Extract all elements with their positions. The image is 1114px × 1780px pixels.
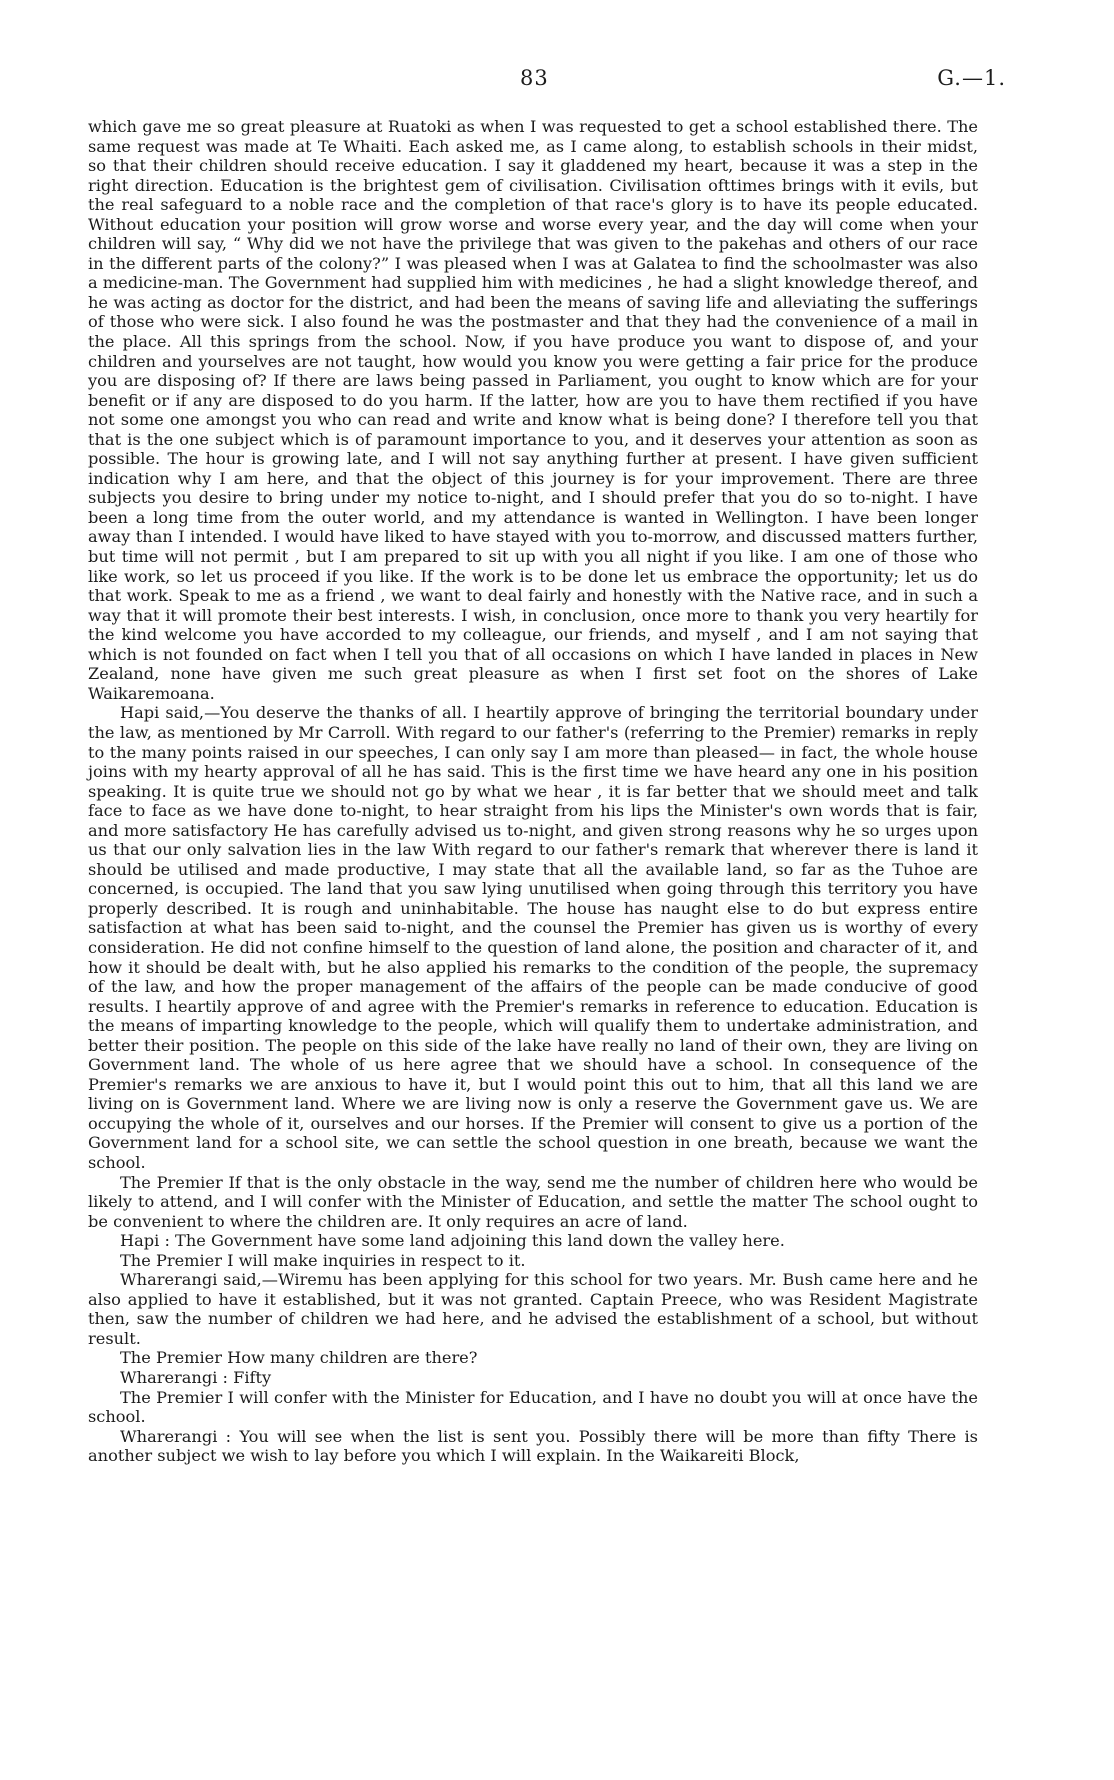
paragraph-wharerangi-fifty: Wharerangi : Fifty bbox=[120, 1368, 272, 1387]
paragraph-hapi-response: Hapi said,—You deserve the thanks of all. I heartily approve of bringing the territorial boundary under the law, as mentioned by Mr Carroll. With regard to our father's (referring to the Premier) remarks in reply to the many points raised in our speeches, I can only say I am more than pleased— in fact, the whole house joins with my hearty approval of all he has said. This is the first time we have heard any one in his position speaking. It is quite true we should not go by what we hear , it is far better that we should meet and talk face to face as we have done to-night, to hear straight from his lips the Minister's own words that is fair, and more satisfactory He has carefully advised us to-night, and given strong reasons why he so urges upon us that our only salvation lies in the law With regard to our father's remark that wherever there is land it should be utilised and made productive, I may state that all the available land, so far as the Tuhoe are concerned, is occupied. The land that you saw lying unutilised when going through this territory you have properly described. It is rough and uninhabitable. The house has naught else to do but express entire satisfaction at what has been said to-night, and the counsel the Premier has given us is worthy of every consideration. He did not confine himself to the question of land alone, the position and character of it, and how it should be dealt with, but he also applied his remarks to the condition of the people, the supremacy of the law, and how the proper management of the affairs of the people can be made conducive of good results. I heartily approve of and agree with the Premier's remarks in reference to education. Education is the means of imparting knowledge to the people, which will qualify them to undertake administration, and better their position. The people on this side of the lake have really no land of their own, they are living on Government land. The whole of us here agree that we should have a school. In consequence of the Premier's remarks we are anxious to have it, but I would point this out to him, that all this land we are living on is Government land. Where we are living now is only a reserve the Government gave us. We are occupying the whole of it, ourselves and our horses. If the Premier will consent to give us a portion of the Government land for a school site, we can settle the school question in one breath, because we want the school. bbox=[88, 703, 978, 1172]
paragraph-wharerangi-list: Wharerangi : You will see when the list is sent you. Possibly there will be more than fifty There is another subject we wish to lay before you which I will explain. In the Waikareiti Block, bbox=[88, 1426, 978, 1466]
page-header bbox=[0, 66, 1114, 96]
paragraph-premier-question: The Premier How many children are there? bbox=[120, 1348, 478, 1368]
paragraph-premier-inquiries: The Premier I will make inquiries in respect to it. bbox=[120, 1250, 526, 1270]
paragraph-premier-confer: The Premier I will confer with the Minister for Education, and I have no doubt you will at once have the school. bbox=[88, 1387, 978, 1427]
paragraph-wharerangi-school: Wharerangi said,—Wiremu has been applying for this school for two years. Mr. Bush came here and he also applied to have it established, but it was not granted. Captain Preece, who was Resident Magistrate then, saw the number of children we had here, and he advised the establishment of a school, but without result. bbox=[88, 1270, 978, 1348]
page-number: 83 bbox=[520, 66, 549, 90]
body-text bbox=[88, 117, 978, 1466]
paragraph-hapi-land: Hapi : The Government have some land adjoining this land down the valley here. bbox=[120, 1231, 785, 1251]
paragraph-premier-speech-end: which gave me so great pleasure at Ruatoki as when I was requested to get a school established there. The same request was made at Te Whaiti. Each asked me, as I came along, to establish schools in their midst, so that their children should receive education. I say it gladdened my heart, because it was a step in the right direction. Education is the brightest gem of civilisation. Civilisation ofttimes brings with it evils, but the real safeguard to a noble race and the completion of that race's glory is to have its people educated. Without education your position will grow worse and worse every year, and the day will come when your children will say, “ Why did we not have the privilege that was given to the pakehas and others of our race in the different parts of the colony?” I was pleased when I was at Galatea to find the schoolmaster was also a medicine-man. The Government had supplied him with medicines , he had a slight knowledge thereof, and he was acting as doctor for the district, and had been the means of saving life and alleviating the sufferings of those who were sick. I also found he was the postmaster and that they had the convenience of a mail in the place. All this springs from the school. Now, if you have produce you want to dispose of, and your children and yourselves are not taught, how would you know you were getting a fair price for the produce you are disposing of? If there are laws being passed in Parliament, you ought to know which are for your benefit or if any are disposed to do you harm. If the latter, how are you to have them rectified if you have not some one amongst you who can read and write and know what is being done? I therefore tell you that that is the one subject which is of paramount importance to you, and it deserves your attention as soon as possible. The hour is growing late, and I will not say anything further at present. I have given sufficient indication why I am here, and that the object of this journey is for your improvement. There are three subjects you desire to bring under my notice to-night, and I should prefer that you do so to-night. I have been a long time from the outer world, and my attendance is wanted in Wellington. I have been longer away than I intended. I would have liked to have stayed with you to-morrow, and discussed matters further, but time will not permit , but I am prepared to sit up with you all night if you like. I am one of those who like work, so let us proceed if you like. If the work is to be done let us embrace the opportunity; let us do that work. Speak to me as a friend , we want to deal fairly and honestly with the Native race, and in such a way that it will promote their best interests. I wish, in conclusion, once more to thank you very heartily for the kind welcome you have accorded to my colleague, our friends, and myself , and I am not saying that which is not founded on fact when I tell you that of all occasions on which I have landed in places in New Zealand, none have given me such great pleasure as when I first set foot on the shores of Lake Waikaremoana. bbox=[88, 117, 978, 703]
paragraph-premier-obstacle: The Premier If that is the only obstacle in the way, send me the number of children here who would be likely to attend, and I will confer with the Minister of Education, and settle the matter The school ought to be convenient to where the children are. It only requires an acre of land. bbox=[88, 1172, 978, 1231]
document-reference: G.—1. bbox=[937, 66, 1006, 90]
